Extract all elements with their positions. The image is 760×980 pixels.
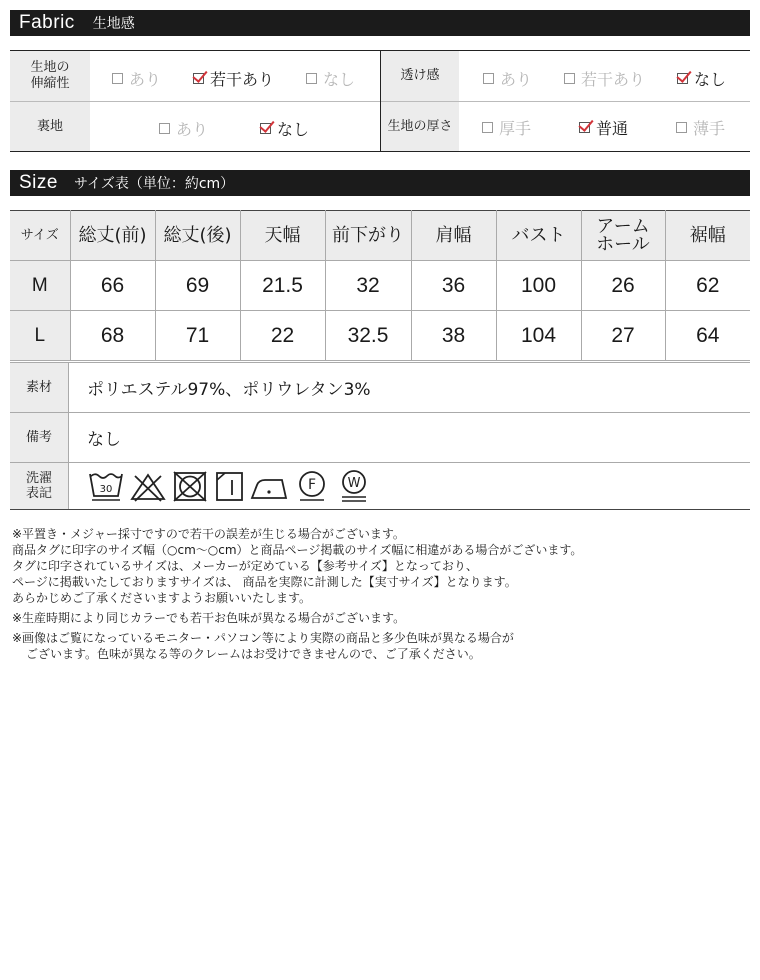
svg-text:F: F bbox=[307, 477, 317, 493]
size-subtitle: サイズ表（単位：約cm） bbox=[73, 176, 235, 192]
footnote-line: ※平置き・メジャー採寸ですので若干の誤差が生じる場合がございます。 bbox=[12, 527, 405, 541]
value-cell: 69 bbox=[155, 261, 240, 311]
sheer-option-slight: 若干あり bbox=[564, 67, 645, 90]
lining-label: 裏地 bbox=[10, 102, 90, 151]
iron-low-icon bbox=[249, 468, 289, 504]
fabric-title: Fabric bbox=[19, 12, 75, 33]
no-bleach-icon bbox=[129, 468, 167, 504]
checked-checkbox-icon bbox=[260, 123, 271, 134]
svg-text:30: 30 bbox=[99, 484, 113, 495]
stretch-option-yes: あり bbox=[112, 67, 161, 90]
sheer-label: 透け感 bbox=[381, 51, 459, 101]
wash-30-icon bbox=[87, 468, 125, 504]
material-value: ポリエステル97%、ポリウレタン3% bbox=[69, 363, 751, 413]
header-cell: アーム ホール bbox=[581, 211, 665, 261]
thickness-option-thin: 薄手 bbox=[676, 116, 725, 139]
svg-text:W: W bbox=[347, 476, 361, 491]
notes-row bbox=[10, 413, 750, 463]
checkbox-icon bbox=[112, 73, 123, 84]
value-cell: 66 bbox=[70, 261, 155, 311]
value-cell: 36 bbox=[411, 261, 496, 311]
value-cell: 26 bbox=[581, 261, 665, 311]
checked-checkbox-icon bbox=[579, 122, 590, 133]
notes-label: 備考 bbox=[10, 413, 69, 463]
value-cell: 104 bbox=[496, 311, 581, 361]
footnote-line: ※画像はご覧になっているモニター・パソコン等により実際の商品と多少色味が異なる場合が bbox=[12, 631, 514, 645]
value-cell: 64 bbox=[665, 311, 750, 361]
table-row bbox=[10, 311, 750, 361]
sheer-option-none: なし bbox=[677, 67, 726, 90]
header-cell: バスト bbox=[496, 211, 581, 261]
size-cell: M bbox=[10, 261, 70, 311]
wet-clean-w-icon bbox=[335, 468, 373, 504]
thickness-label: 生地の厚さ bbox=[381, 102, 459, 151]
checkbox-icon bbox=[482, 122, 493, 133]
footnotes bbox=[12, 526, 752, 662]
size-section-header bbox=[10, 170, 750, 196]
sheer-option-yes: あり bbox=[483, 67, 532, 90]
checkbox-icon bbox=[564, 73, 575, 84]
value-cell: 38 bbox=[411, 311, 496, 361]
footnote-line: タグに印字されているサイズは、メーカーが定めている【参考サイズ】となっており、 bbox=[12, 559, 478, 573]
stretch-option-slight: 若干あり bbox=[193, 67, 274, 90]
table-row bbox=[10, 261, 750, 311]
checkbox-icon bbox=[306, 73, 317, 84]
material-label: 素材 bbox=[10, 363, 69, 413]
dry-clean-f-icon bbox=[293, 468, 331, 504]
checkbox-icon bbox=[483, 73, 494, 84]
no-tumble-dry-icon bbox=[171, 468, 209, 504]
header-cell: 肩幅 bbox=[411, 211, 496, 261]
header-cell: サイズ bbox=[10, 211, 70, 261]
value-cell: 21.5 bbox=[240, 261, 325, 311]
checked-checkbox-icon bbox=[193, 73, 204, 84]
fabric-subtitle: 生地感 bbox=[92, 16, 135, 32]
notes-value: なし bbox=[69, 413, 751, 463]
size-title: Size bbox=[19, 172, 58, 193]
wash-icons bbox=[87, 468, 750, 504]
header-cell: 総丈(後) bbox=[155, 211, 240, 261]
details-table bbox=[10, 362, 750, 510]
checked-checkbox-icon bbox=[677, 73, 688, 84]
material-row bbox=[10, 363, 750, 413]
fabric-section-header bbox=[10, 10, 750, 36]
value-cell: 62 bbox=[665, 261, 750, 311]
stretch-option-none: なし bbox=[306, 67, 355, 90]
footnote-line: ※生産時期により同じカラーでも若干お色味が異なる場合がございます。 bbox=[12, 611, 406, 625]
value-cell: 22 bbox=[240, 311, 325, 361]
wash-label: 洗濯 表記 bbox=[10, 463, 69, 510]
size-table bbox=[10, 210, 750, 361]
value-cell: 71 bbox=[155, 311, 240, 361]
thickness-option-thick: 厚手 bbox=[482, 116, 531, 139]
checkbox-icon bbox=[676, 122, 687, 133]
header-cell: 総丈(前) bbox=[70, 211, 155, 261]
wash-row bbox=[10, 463, 750, 510]
value-cell: 32.5 bbox=[325, 311, 411, 361]
footnote-line: ございます。色味が異なる等のクレームはお受けできませんので、ご了承ください。 bbox=[26, 647, 481, 661]
lining-option-none: なし bbox=[260, 117, 309, 140]
fabric-table bbox=[10, 50, 750, 152]
line-dry-shade-icon bbox=[213, 468, 245, 504]
lining-option-yes: あり bbox=[159, 117, 208, 140]
header-cell: 天幅 bbox=[240, 211, 325, 261]
footnote-line: 商品タグに印字のサイズ幅（○cm～○cm）と商品ページ掲載のサイズ幅に相違がある場合がございます。 bbox=[12, 543, 583, 557]
size-cell: L bbox=[10, 311, 70, 361]
footnote-line: ページに掲載いたしておりますサイズは、 商品を実際に計測した【実寸サイズ】となります。 bbox=[12, 575, 517, 589]
stretch-label: 生地の 伸縮性 bbox=[10, 51, 90, 101]
thickness-option-normal: 普通 bbox=[579, 116, 628, 139]
value-cell: 32 bbox=[325, 261, 411, 311]
value-cell: 27 bbox=[581, 311, 665, 361]
header-cell: 裾幅 bbox=[665, 211, 750, 261]
value-cell: 100 bbox=[496, 261, 581, 311]
header-cell: 前下がり bbox=[325, 211, 411, 261]
size-header-row bbox=[10, 211, 750, 261]
checkbox-icon bbox=[159, 123, 170, 134]
value-cell: 68 bbox=[70, 311, 155, 361]
footnote-line: あらかじめご了承くださいますようお願いいたします。 bbox=[12, 591, 312, 605]
